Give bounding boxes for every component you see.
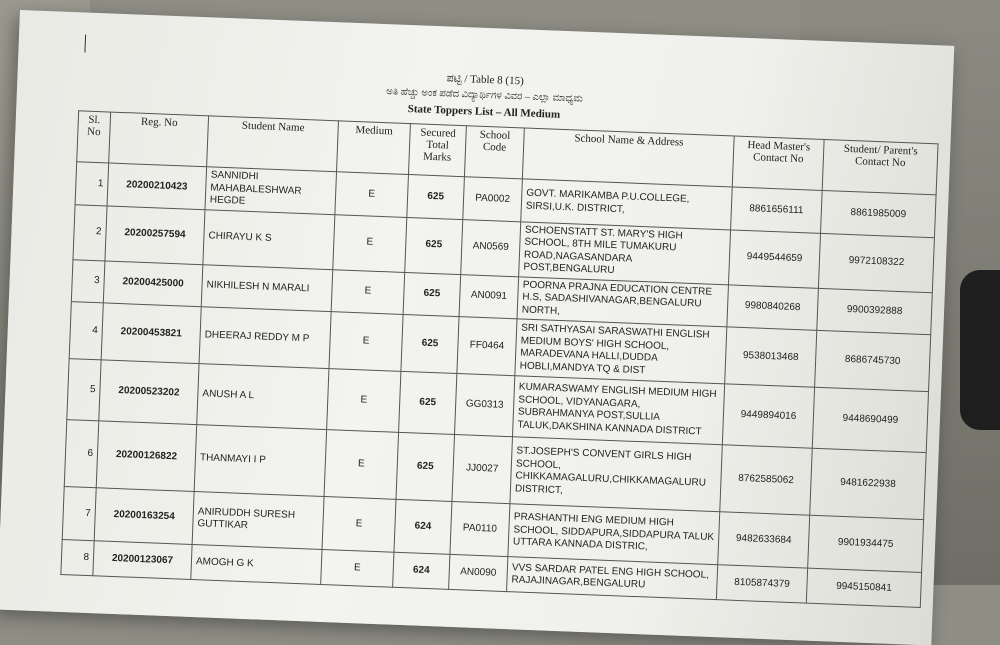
cell-hm-contact: 9482633684: [718, 512, 810, 568]
cell-sl: 2: [73, 204, 107, 260]
cell-school: POORNA PRAJNA EDUCATION CENTRE H.S, SADASHIVANAGAR,BENGALURU NORTH,: [517, 276, 728, 327]
col-school: School Name & Address: [522, 128, 734, 187]
table-number: ಪಟ್ಟಿ / Table 8 (15): [446, 72, 524, 88]
document-title: State Toppers List – All Medium: [407, 102, 561, 121]
cell-school: SRI SATHYASAI SARASWATHI ENGLISH MEDIUM BOYS' HIGH SCHOOL, MARADEVANA HALLI,DUDDA HOBLI,MANDYA TQ & DIST: [515, 319, 727, 384]
col-sl: Sl. No: [77, 111, 111, 163]
cell-code: JJ0027: [452, 434, 513, 503]
cell-marks: 624: [393, 552, 450, 589]
cell-reg: 20200163254: [94, 488, 194, 545]
cell-medium: E: [331, 269, 405, 314]
cell-school: GOVT. MARIKAMBA P.U.COLLEGE, SIRSI,U.K. DISTRICT,: [521, 179, 732, 230]
cell-marks: 625: [403, 272, 461, 317]
cell-marks: 624: [394, 499, 452, 554]
cell-school: PRASHANTHI ENG MEDIUM HIGH SCHOOL, SIDDAPURA,SIDDAPURA TALUK UTTARA KANNADA DISTRIC,: [508, 504, 720, 565]
cell-code: AN0091: [459, 274, 519, 319]
cell-medium: E: [333, 214, 407, 272]
cell-code: GG0313: [455, 374, 515, 437]
cell-medium: E: [322, 497, 396, 553]
cell-marks: 625: [407, 175, 465, 220]
cell-name: NIKHILESH N MARALI: [201, 264, 333, 311]
cell-marks: 625: [405, 217, 463, 274]
cell-marks: 625: [401, 314, 459, 373]
cell-hm-contact: 8762585062: [720, 445, 813, 515]
cell-medium: E: [327, 369, 401, 433]
cell-sl: 6: [64, 420, 99, 488]
cell-school: SCHOENSTATT ST. MARY'S HIGH SCHOOL, 8TH MILE TUMAKURU ROAD,NAGASANDARA POST,BENGALURU: [519, 221, 731, 284]
col-hm-contact: Head Master's Contact No: [732, 136, 824, 190]
cell-school: ST.JOSEPH'S CONVENT GIRLS HIGH SCHOOL, CHIKKAMAGALURU,CHIKKAMAGALURU DISTRICT,: [510, 437, 722, 512]
cell-code: AN0569: [461, 219, 521, 276]
cell-sl: 4: [69, 302, 103, 360]
cell-name: AMOGH G K: [191, 545, 322, 585]
cell-parent-contact: 8686745730: [815, 330, 931, 391]
cell-code: PA0110: [450, 501, 510, 556]
dark-object: [960, 270, 1000, 430]
cell-medium: E: [329, 312, 403, 372]
cell-sl: 7: [62, 487, 96, 541]
cell-name: CHIRAYU K S: [203, 209, 335, 269]
cell-reg: 20200257594: [105, 205, 205, 264]
cell-hm-contact: 9980840268: [727, 284, 819, 330]
cell-name: SANNIDHI MAHABALESHWAR HEGDE: [205, 167, 337, 214]
document-paper: [0, 10, 954, 645]
col-medium: Medium: [337, 121, 411, 175]
cell-parent-contact: 9481622938: [810, 448, 926, 519]
cell-reg: 20200210423: [107, 163, 207, 209]
cell-medium: E: [324, 430, 399, 500]
cell-school: VVS SARDAR PATEL ENG HIGH SCHOOL, RAJAJINAGAR,BENGALURU: [507, 557, 718, 600]
cell-parent-contact: 9972108322: [818, 233, 934, 292]
cell-medium: E: [335, 172, 409, 217]
kannada-subtitle: ಅತಿ ಹೆಚ್ಚು ಅಂಕ ಪಡೆದ ವಿದ್ಯಾರ್ಥಿಗಳ ವಿವರ – ಎಲ್ಲಾ ಮಾಧ್ಯಮ: [385, 86, 584, 105]
cell-name: ANUSH A L: [197, 364, 329, 430]
cell-reg: 20200523202: [99, 360, 199, 425]
cell-sl: 8: [61, 540, 94, 576]
cell-parent-contact: 8861985009: [821, 190, 937, 237]
cell-parent-contact: 9448690499: [812, 387, 928, 452]
cell-reg: 20200425000: [103, 260, 203, 306]
cell-marks: 625: [396, 432, 455, 501]
cell-code: PA0002: [463, 177, 523, 222]
cell-parent-contact: 9901934475: [808, 515, 924, 572]
cell-name: THANMAYI I P: [194, 425, 326, 497]
cell-hm-contact: 9538013468: [725, 327, 817, 387]
col-name: Student Name: [207, 116, 339, 172]
margin-mark: [84, 35, 86, 53]
cell-reg: 20200123067: [93, 541, 192, 580]
col-parent-contact: Student/ Parent's Contact No: [822, 139, 938, 194]
cell-parent-contact: 9900392888: [817, 288, 933, 335]
cell-school: KUMARASWAMY ENGLISH MEDIUM HIGH SCHOOL, VIDYANAGARA, SUBRAHMANYA POST,SULLIA TALUK,DAKSHINA KANNADA DISTRICT: [512, 376, 724, 445]
cell-marks: 625: [399, 371, 457, 434]
cell-hm-contact: 8105874379: [716, 565, 807, 603]
cell-sl: 5: [67, 359, 101, 421]
cell-medium: E: [321, 549, 394, 587]
cell-name: ANIRUDDH SURESH GUTTIKAR: [192, 492, 324, 550]
col-marks: Secured Total Marks: [408, 124, 466, 177]
cell-code: FF0464: [457, 317, 517, 376]
cell-code: AN0090: [449, 554, 508, 591]
cell-reg: 20200453821: [101, 303, 201, 364]
cell-hm-contact: 9449894016: [722, 384, 814, 448]
cell-sl: 1: [75, 162, 109, 206]
cell-hm-contact: 9449544659: [728, 229, 820, 287]
col-code: School Code: [464, 126, 524, 179]
cell-sl: 3: [71, 259, 105, 303]
cell-hm-contact: 8861656111: [731, 187, 823, 233]
cell-parent-contact: 9945150841: [806, 568, 921, 607]
cell-reg: 20200126822: [96, 421, 196, 492]
cell-name: DHEERAJ REDDY M P: [199, 307, 331, 369]
toppers-table: [60, 110, 938, 608]
col-reg: Reg. No: [109, 112, 209, 167]
